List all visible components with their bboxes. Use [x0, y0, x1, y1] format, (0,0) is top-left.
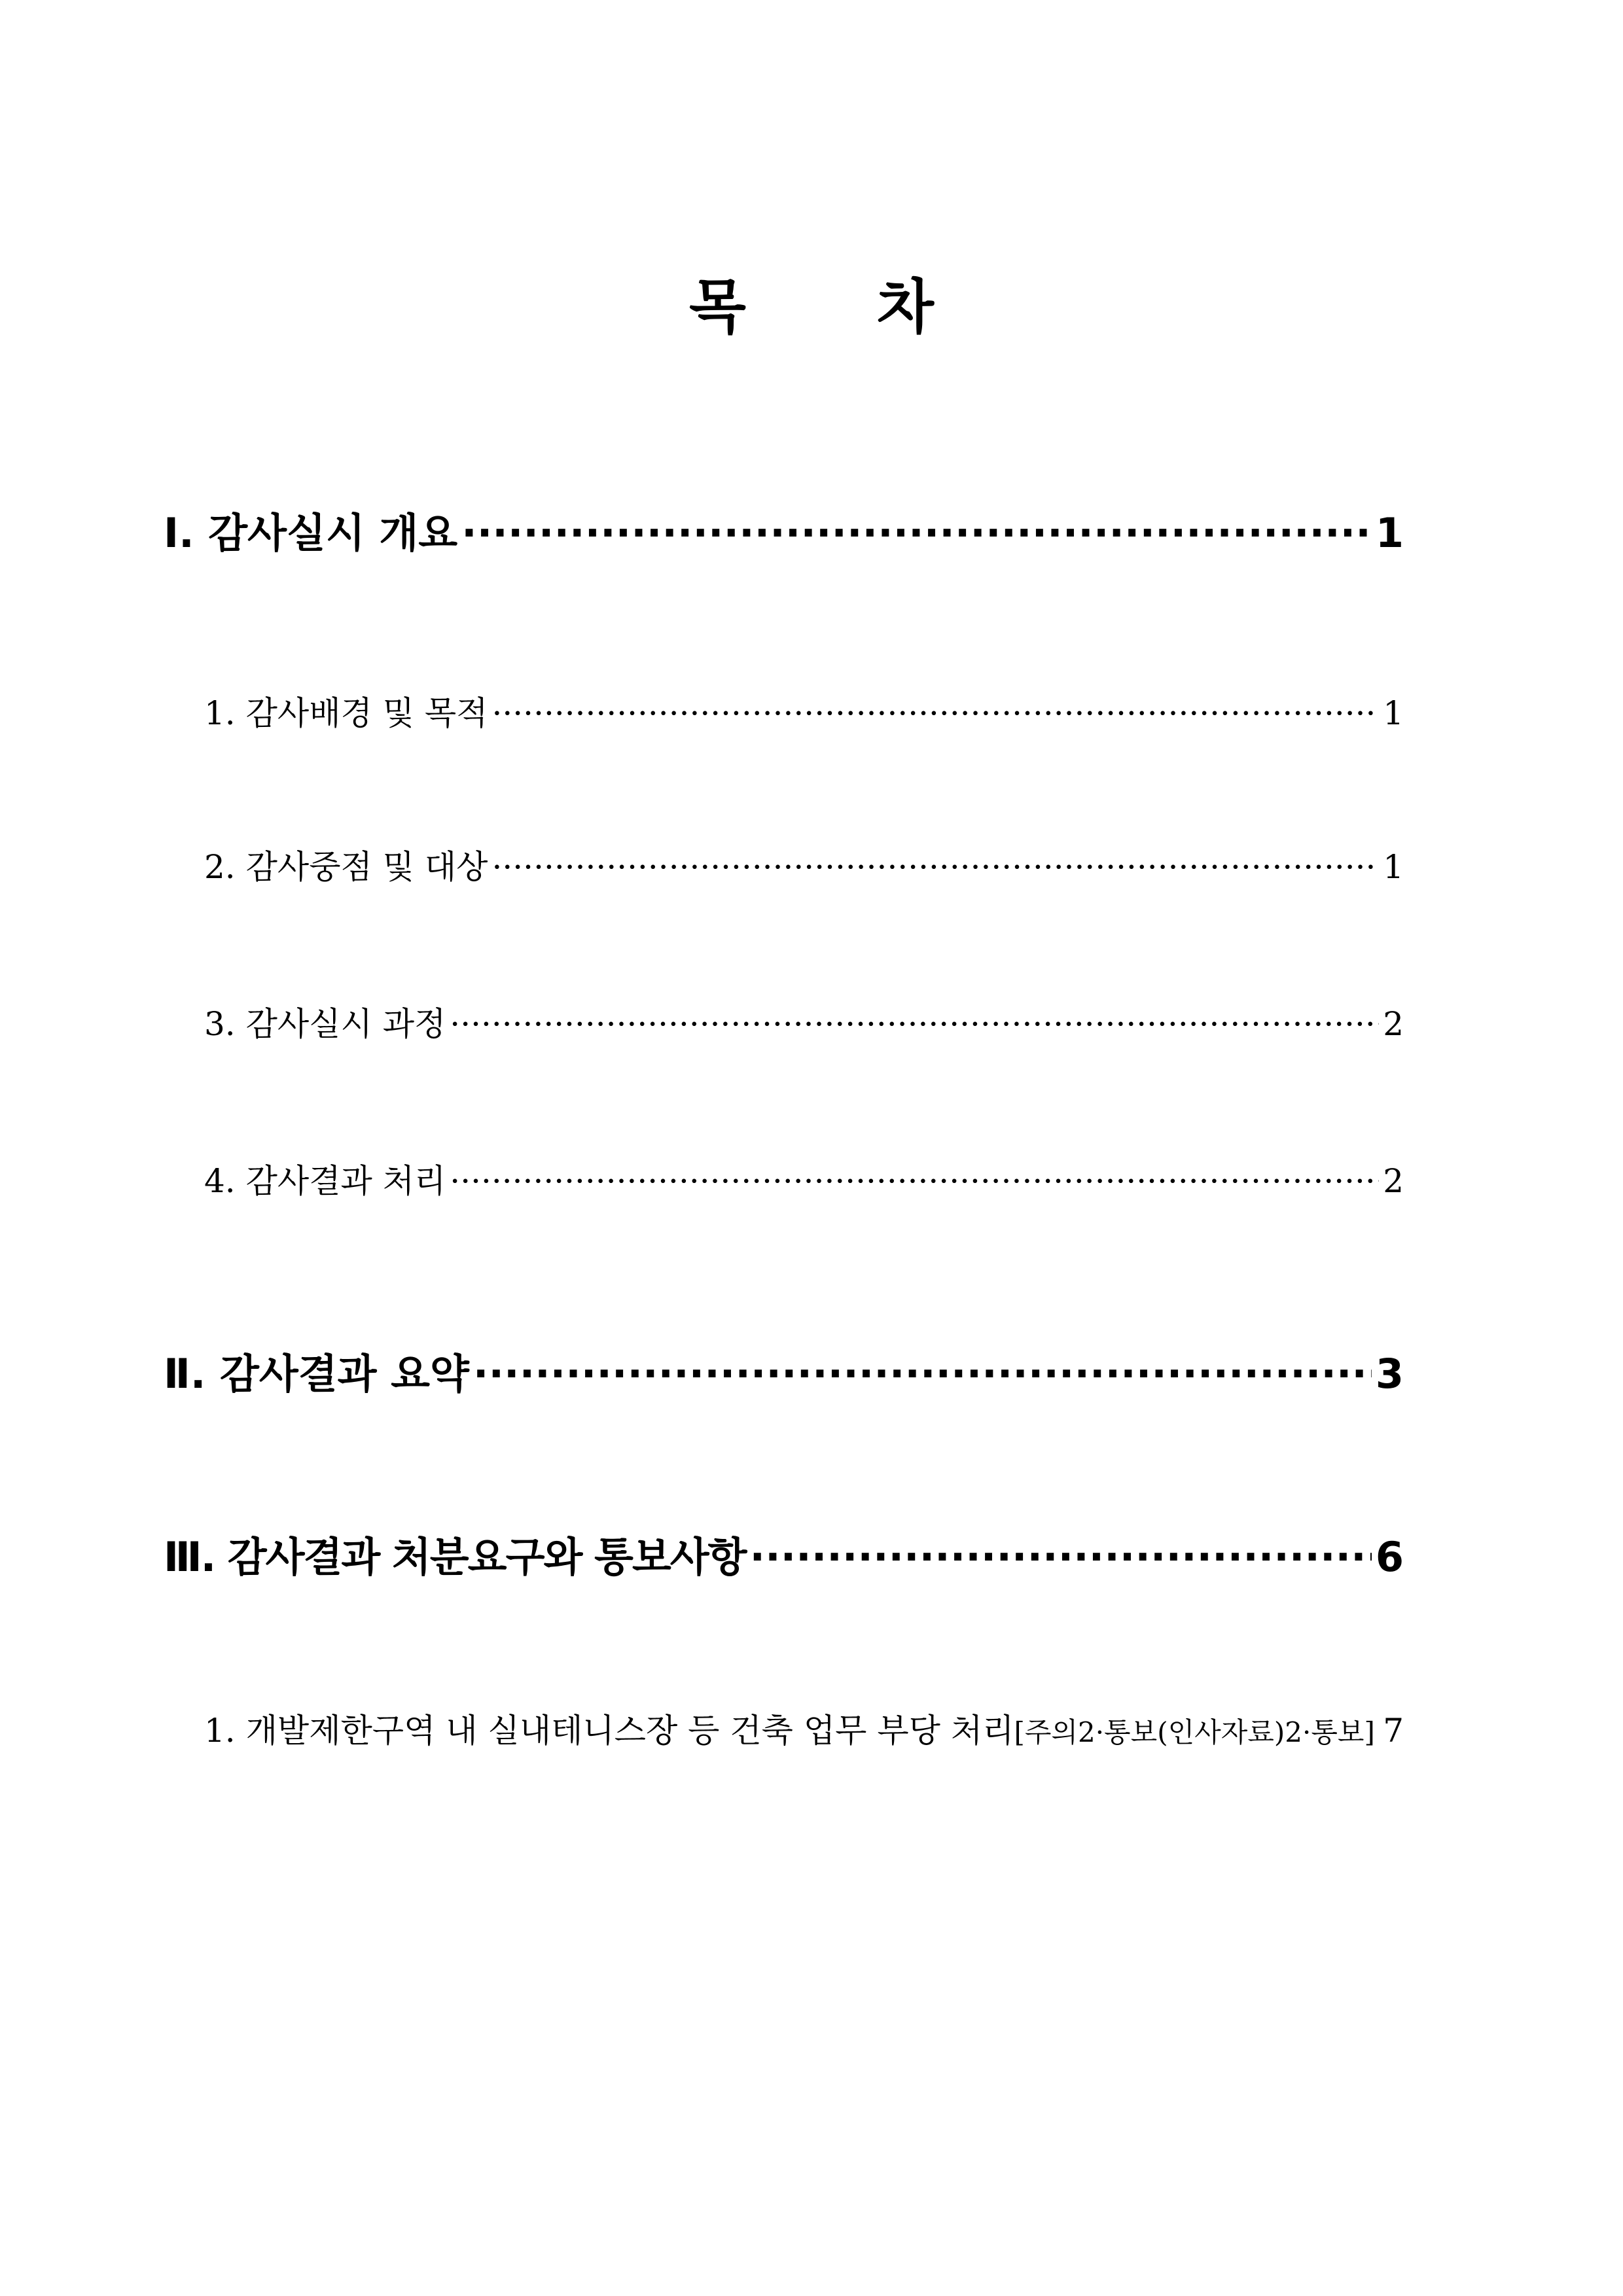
toc-item-3-1-page: 7 — [1383, 1712, 1404, 1750]
dot-leader — [450, 1155, 1379, 1207]
toc-section-2-page: 3 — [1375, 1350, 1404, 1398]
toc-section-1[interactable] — [164, 504, 1404, 563]
dot-leader — [492, 687, 1380, 739]
toc-item-1-4-label: 4. 감사결과 처리 — [204, 1162, 446, 1200]
toc-section-2[interactable] — [164, 1345, 1404, 1404]
toc-section-3-page: 6 — [1375, 1533, 1404, 1581]
toc-section-3-label: Ⅲ. 감사결과 처분요구와 통보사항 — [164, 1533, 746, 1581]
toc-item-1-2-label: 2. 감사중점 및 대상 — [204, 848, 488, 886]
page-title-char-1: 목 — [689, 273, 746, 342]
toc-item-3-1-label: 1. 개발제한구역 내 실내테니스장 등 건축 업무 부당 처리 — [204, 1712, 1014, 1750]
toc-section-1-label: Ⅰ. 감사실시 개요 — [164, 509, 458, 557]
dot-leader — [492, 841, 1380, 893]
toc-item-1-4[interactable] — [204, 1155, 1404, 1207]
page-title — [0, 265, 1623, 350]
dot-leader — [750, 1528, 1372, 1587]
toc-item-1-4-page: 2 — [1383, 1162, 1404, 1200]
toc-item-3-1[interactable] — [204, 1704, 1404, 1759]
toc-item-1-3[interactable] — [204, 998, 1404, 1050]
toc-item-1-1-page: 1 — [1383, 694, 1404, 732]
dot-leader — [473, 1345, 1372, 1404]
toc-item-1-3-page: 2 — [1383, 1005, 1404, 1043]
toc-section-1-page: 1 — [1375, 509, 1404, 557]
toc-item-1-3-label: 3. 감사실시 과정 — [204, 1005, 446, 1043]
toc-item-1-1[interactable] — [204, 687, 1404, 739]
toc-item-1-1-label: 1. 감사배경 및 목적 — [204, 694, 488, 732]
toc-item-1-2[interactable] — [204, 841, 1404, 893]
page-title-char-2: 차 — [877, 273, 934, 342]
toc-item-3-1-disposition: [주의2·통보(인사자료)2·통보] — [1014, 1716, 1375, 1748]
toc-item-3-1-label-group — [204, 1704, 1375, 1759]
toc-item-1-2-page: 1 — [1383, 848, 1404, 886]
toc-section-2-label: Ⅱ. 감사결과 요약 — [164, 1350, 469, 1398]
toc-section-3[interactable] — [164, 1528, 1404, 1587]
dot-leader — [450, 998, 1379, 1050]
dot-leader — [461, 504, 1372, 563]
